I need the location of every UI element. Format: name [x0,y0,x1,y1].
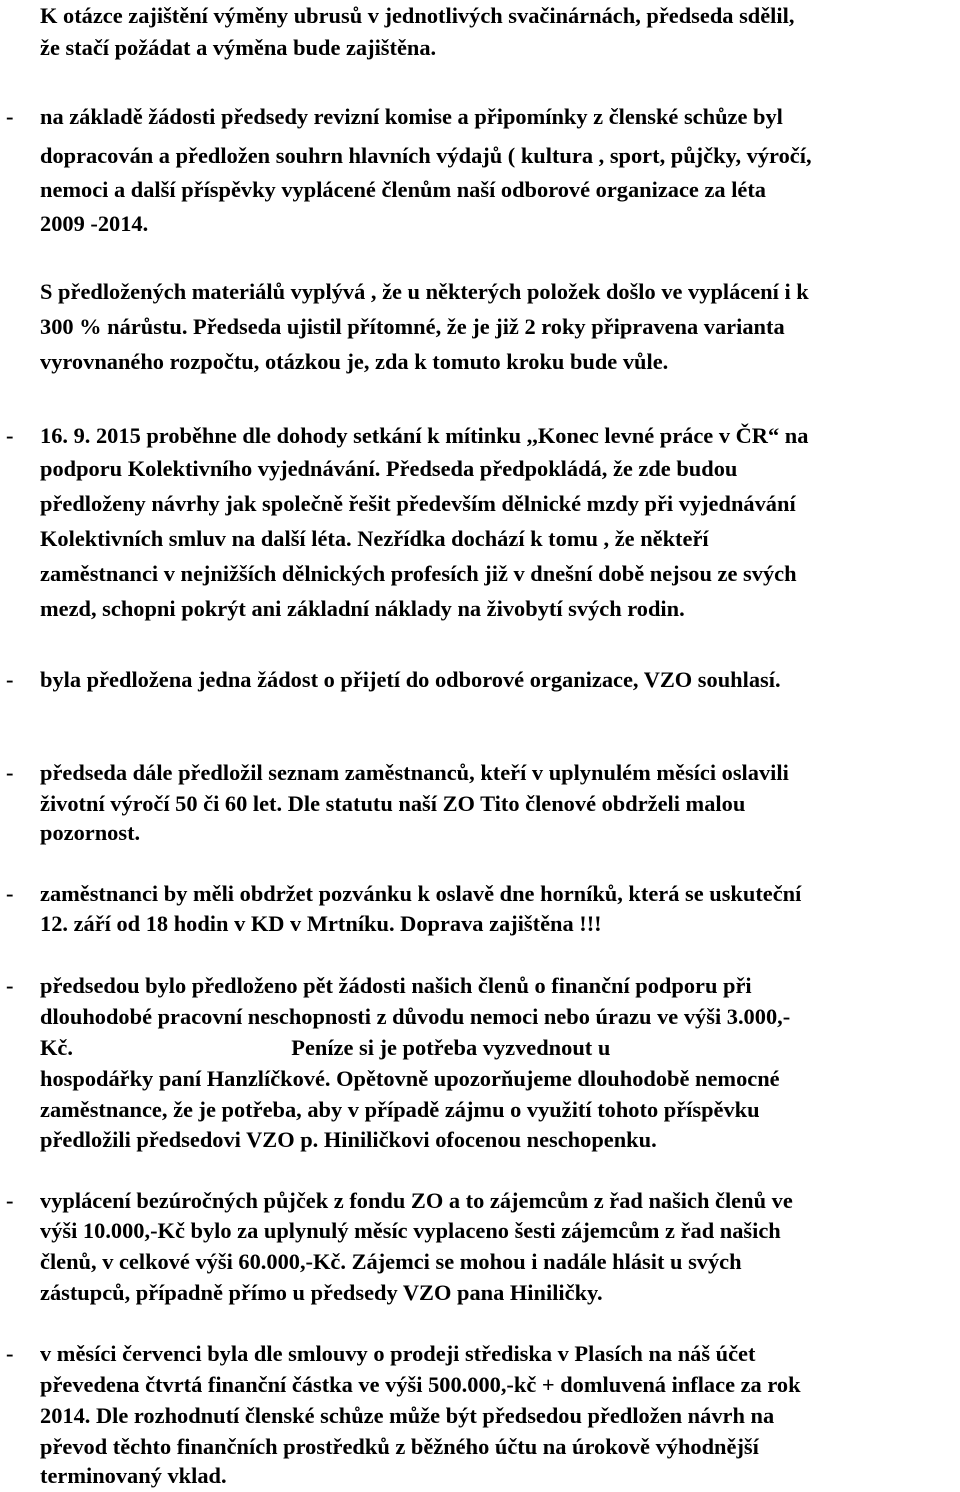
paragraph-line: předsedou bylo předloženo pět žádosti našich členů o finanční podporu při [40,973,752,998]
paragraph-line: členů, v celkové výši 60.000,-Kč. Zájemci se mohou i nadále hlásit u svých [40,1249,742,1274]
paragraph-line: hospodářky paní Hanzlíčkové. Opětovně upozorňujeme dlouhodobě nemocné [40,1066,780,1091]
paragraph-line: pozornost. [40,820,141,845]
paragraph-line: dopracován a předložen souhrn hlavních výdajů ( kultura , sport, půjčky, výročí, [40,143,812,168]
paragraph-line: předseda dále předložil seznam zaměstnanců, kteří v uplynulém měsíci oslavili [40,760,789,785]
paragraph-line: zaměstnanci by měli obdržet pozvánku k oslavě dne horníků, která se uskuteční [40,881,802,906]
paragraph-line: podporu Kolektivního vyjednávání. Předseda předpokládá, že zde budou [40,456,738,481]
paragraph-line: převedena čtvrtá finanční částka ve výši 500.000,-kč + domluvená inflace za rok [40,1372,801,1397]
paragraph-line: terminovaný vklad. [40,1463,227,1488]
paragraph-line: převod těchto finančních prostředků z běžného účtu na úrokově výhodnější [40,1434,759,1459]
paragraph-line: předložili předsedovi VZO p. Hiniličkovi ofocenou neschopenku. [40,1127,657,1152]
intro-line: K otázce zajištění výměny ubrusů v jednotlivých svačinárnách, předseda sdělil, [40,3,795,28]
paragraph-line: 12. září od 18 hodin v KD v Mrtníku. Doprava zajištěna !!! [40,911,602,936]
paragraph-line: předloženy návrhy jak společně řešit především dělnické mzdy při vyjednávání [40,491,796,516]
paragraph-line: Kč. Peníze si je potřeba vyzvednout u [40,1035,611,1060]
paragraph-line: zástupců, případně přímo u předsedy VZO pana Hiniličky. [40,1280,603,1305]
paragraph-line: na základě žádosti předsedy revizní komise a připomínky z členské schůze byl [40,104,783,129]
paragraph-line: vyplácení bezúročných půjček z fondu ZO a to zájemcům z řad našich členů ve [40,1188,793,1213]
bullet-dash: - [6,104,14,129]
paragraph-line: 2009 -2014. [40,211,149,236]
bullet-dash: - [6,1341,14,1366]
paragraph-line: v měsíci červenci byla dle smlouvy o prodeji střediska v Plasích na náš účet [40,1341,756,1366]
intro-line: že stačí požádat a výměna bude zajištěna. [40,35,437,60]
paragraph-line: 16. 9. 2015 proběhne dle dohody setkání k mítinku ,,Konec levné práce v ČR“ na [40,423,809,448]
paragraph-line: 300 % nárůstu. Předseda ujistil přítomné, že je již 2 roky připravena varianta [40,314,785,339]
bullet-dash: - [6,423,14,448]
paragraph-line: výši 10.000,-Kč bylo za uplynulý měsíc vyplaceno šesti zájemcům z řad našich [40,1218,781,1243]
paragraph-line: Kolektivních smluv na další léta. Nezřídka dochází k tomu , že někteří [40,526,709,551]
paragraph-line: byla předložena jedna žádost o přijetí do odborové organizace, VZO souhlasí. [40,667,781,692]
paragraph-line: mezd, schopni pokrýt ani základní náklady na živobytí svých rodin. [40,596,685,621]
paragraph-line: 2014. Dle rozhodnutí členské schůze může být předsedou předložen návrh na [40,1403,775,1428]
paragraph-line: životní výročí 50 či 60 let. Dle statutu naší ZO Tito členové obdrželi malou [40,791,746,816]
paragraph-line: S předložených materiálů vyplývá , že u některých položek došlo ve vyplácení i k [40,279,809,304]
paragraph-line: nemoci a další příspěvky vyplácené členům naší odborové organizace za léta [40,177,767,202]
paragraph-line: dlouhodobé pracovní neschopnosti z důvodu nemoci nebo úrazu ve výši 3.000,- [40,1004,791,1029]
paragraph-line: zaměstnance, že je potřeba, aby v případě zájmu o využití tohoto příspěvku [40,1097,760,1122]
bullet-dash: - [6,1188,14,1213]
bullet-dash: - [6,973,14,998]
paragraph-line: vyrovnaného rozpočtu, otázkou je, zda k tomuto kroku bude vůle. [40,349,669,374]
paragraph-line: zaměstnanci v nejnižších dělnických profesích již v dnešní době nejsou ze svých [40,561,797,586]
bullet-dash: - [6,760,14,785]
bullet-dash: - [6,667,14,692]
bullet-dash: - [6,881,14,906]
